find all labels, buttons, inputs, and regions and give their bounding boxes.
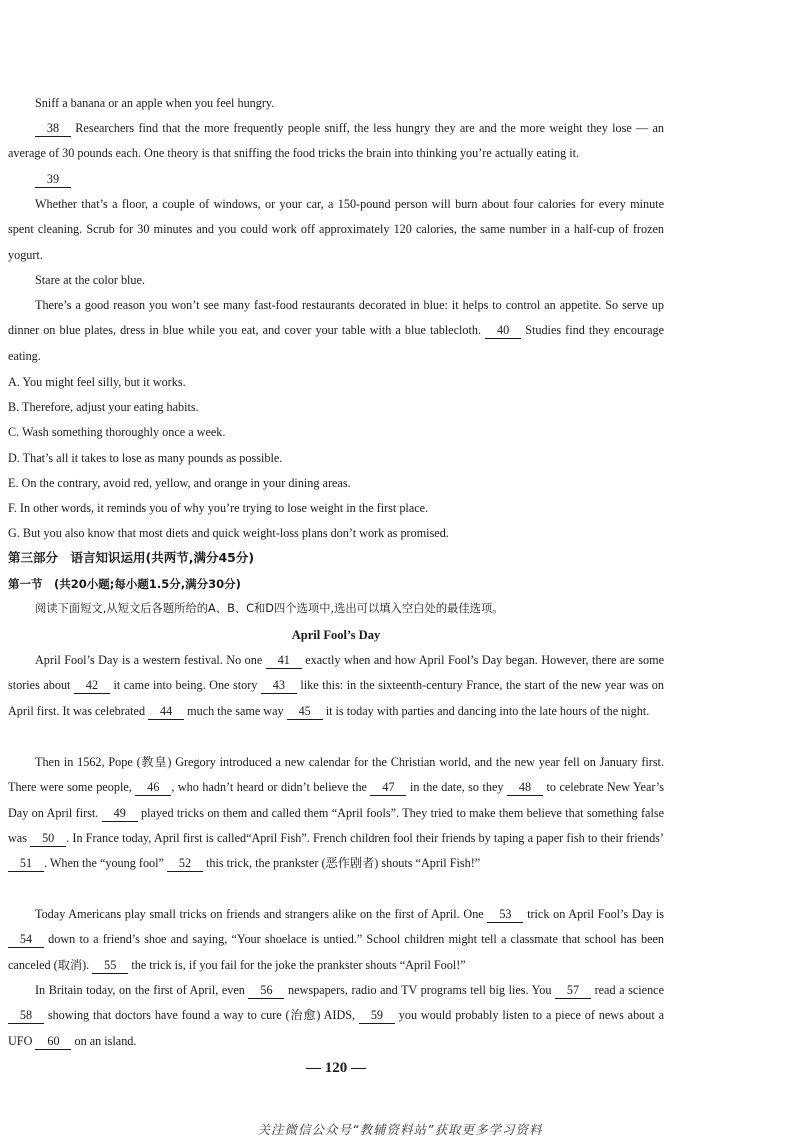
answer-blank-39: 39 — [35, 172, 71, 188]
option-b: B. Therefore, adjust your eating habits. — [8, 400, 199, 414]
answer-blank-55: 55 — [92, 958, 128, 974]
paragraph-cleaning — [8, 192, 664, 268]
answer-blank-50: 50 — [30, 831, 66, 847]
answer-blank-46: 46 — [135, 780, 171, 796]
answer-blank-58: 58 — [8, 1008, 44, 1024]
option-a: A. You might feel silly, but it works. — [8, 375, 186, 389]
paragraph-text: on an island. — [71, 1033, 137, 1048]
instruction-text: 阅读下面短文,从短文后各题所给的A、B、C和D四个选项中,选出可以填入空白处的最佳选项。 — [35, 602, 504, 615]
paragraph-text: read a science — [591, 983, 664, 997]
answer-blank-43: 43 — [261, 678, 297, 694]
paragraph-text: newspapers, radio and TV programs tell big lies. You — [284, 983, 556, 997]
paragraph-text: Stare at the color blue. — [35, 273, 145, 287]
answer-blank-45: 45 — [287, 704, 323, 720]
paragraph-text: like this: in the sixteenth-century France, the start of the new year was on April first. It was celebrated — [8, 678, 664, 718]
paragraph-text: the trick is, if you fail for the joke the prankster shouts “April Fool!” — [128, 957, 466, 972]
paragraph-text: it is today with parties and dancing into the late hours of the night. — [322, 703, 650, 718]
answer-blank-59: 59 — [359, 1008, 395, 1024]
subsection-heading: 第一节 (共20小题;每小题1.5分,满分30分) — [8, 577, 241, 591]
paragraph-text: trick on April Fool’s Day is — [523, 907, 665, 921]
paragraph-text: showing that doctors have found a way to cure (治愈) AIDS, — [44, 1008, 359, 1023]
paragraph-text: to celebrate New Year’s Day on April first. — [8, 780, 664, 820]
passage-title: April Fool’s Day — [291, 628, 381, 642]
paragraph-text: in the date, so they — [406, 780, 507, 795]
answer-blank-51: 51 — [8, 856, 44, 872]
paragraph-blue — [8, 293, 664, 369]
option-d: D. That’s all it takes to lose as many pounds as possible. — [8, 451, 283, 465]
answer-blank-53: 53 — [487, 907, 523, 923]
paragraph-tip-banana — [8, 91, 664, 116]
cloze-paragraph-3 — [8, 902, 664, 978]
cloze-paragraph-1 — [8, 648, 664, 724]
footer-watermark: 关注微信公众号“教辅资料站”获取更多学习资料 — [257, 1122, 543, 1137]
paragraph-text: In Britain today, on the first of April, even — [35, 983, 249, 997]
paragraph-text: . In France today, April first is called“April Fish”. French children fool their friends by taping a paper fish to their friends’ — [66, 830, 664, 845]
paragraph-text: much the same way — [184, 703, 287, 718]
answer-blank-47: 47 — [370, 780, 406, 796]
answer-blank-38: 38 — [35, 121, 71, 137]
answer-blank-52: 52 — [167, 856, 203, 872]
section-heading: 第三部分 语言知识运用(共两节,满分45分) — [8, 550, 255, 565]
answer-blank-42: 42 — [74, 678, 110, 694]
answer-blank-49: 49 — [102, 806, 138, 822]
paragraph-text: Studies find they encourage eating. — [8, 323, 665, 363]
paragraph-text: There’s a good reason you won’t see many fast-food restaurants decorated in blue: it helps to control an appetite. So serve up dinner on blue plates, dress in blue while you eat, and cover your table with a blue tablecloth. — [8, 298, 664, 338]
answer-blank-48: 48 — [507, 780, 543, 796]
option-e: E. On the contrary, avoid red, yellow, and orange in your dining areas. — [8, 476, 351, 490]
paragraph-tip-blue — [8, 268, 664, 293]
paragraph-text: . When the “young fool” — [44, 856, 167, 871]
option-f: F. In other words, it reminds you of why you’re trying to lose weight in the first place. — [8, 501, 429, 515]
answer-blank-57: 57 — [555, 983, 591, 999]
paragraph-text: Sniff a banana or an apple when you feel hungry. — [35, 96, 275, 110]
page-number: — 120 — — [306, 1060, 366, 1076]
answer-blank-40: 40 — [485, 323, 521, 339]
answer-blank-54: 54 — [8, 932, 44, 948]
paragraph-researchers — [8, 116, 664, 167]
option-g: G. But you also know that most diets and quick weight-loss plans don’t work as promised. — [8, 526, 449, 540]
answer-blank-56: 56 — [248, 983, 284, 999]
answer-blank-41: 41 — [266, 653, 302, 669]
paragraph-blank-39 — [8, 167, 664, 192]
paragraph-text: Today Americans play small tricks on friends and strangers alike on the first of April. One — [35, 907, 488, 921]
paragraph-text: played tricks on them and called them “April fools”. They tried to make them believe that something false was — [8, 805, 664, 845]
paragraph-text: Researchers find that the more frequently people sniff, the less hungry they are and the more weight they lose — an average of 30 pounds each. One theory is that sniffing the food tricks the brain into thinking you’re actually eating it. — [8, 121, 664, 161]
paragraph-text: it came into being. One story — [109, 678, 261, 693]
paragraph-text: down to a friend’s shoe and saying, “Your shoelace is untied.” School children might tell a classmate that school has been canceled (取消). — [8, 932, 664, 972]
option-c: C. Wash something thoroughly once a week. — [8, 425, 226, 439]
paragraph-text: , who hadn’t heard or didn’t believe the — [171, 780, 371, 795]
paragraph-text: April Fool’s Day is a western festival. No one — [35, 653, 266, 667]
cloze-paragraph-4 — [8, 978, 664, 1054]
paragraph-text: you would probably listen to a piece of news about a UFO — [8, 1008, 664, 1048]
paragraph-text: Then in 1562, Pope (教皇) Gregory introduced a new calendar for the Christian world, and the new year fell on January first. There were some people, — [8, 755, 664, 795]
answer-blank-44: 44 — [148, 704, 184, 720]
paragraph-text: this trick, the prankster (恶作剧者) shouts “April Fish!” — [202, 856, 481, 871]
answer-blank-60: 60 — [35, 1034, 71, 1050]
paragraph-text: Whether that’s a floor, a couple of windows, or your car, a 150-pound person will burn about four calories for every minute spent cleaning. Scrub for 30 minutes and you could work off approximately 120 calories, the same number in a half-cup of frozen yogurt. — [8, 197, 664, 262]
paragraph-text: exactly when and how April Fool’s Day began. However, there are some stories about — [8, 653, 664, 693]
cloze-paragraph-2 — [8, 750, 664, 876]
